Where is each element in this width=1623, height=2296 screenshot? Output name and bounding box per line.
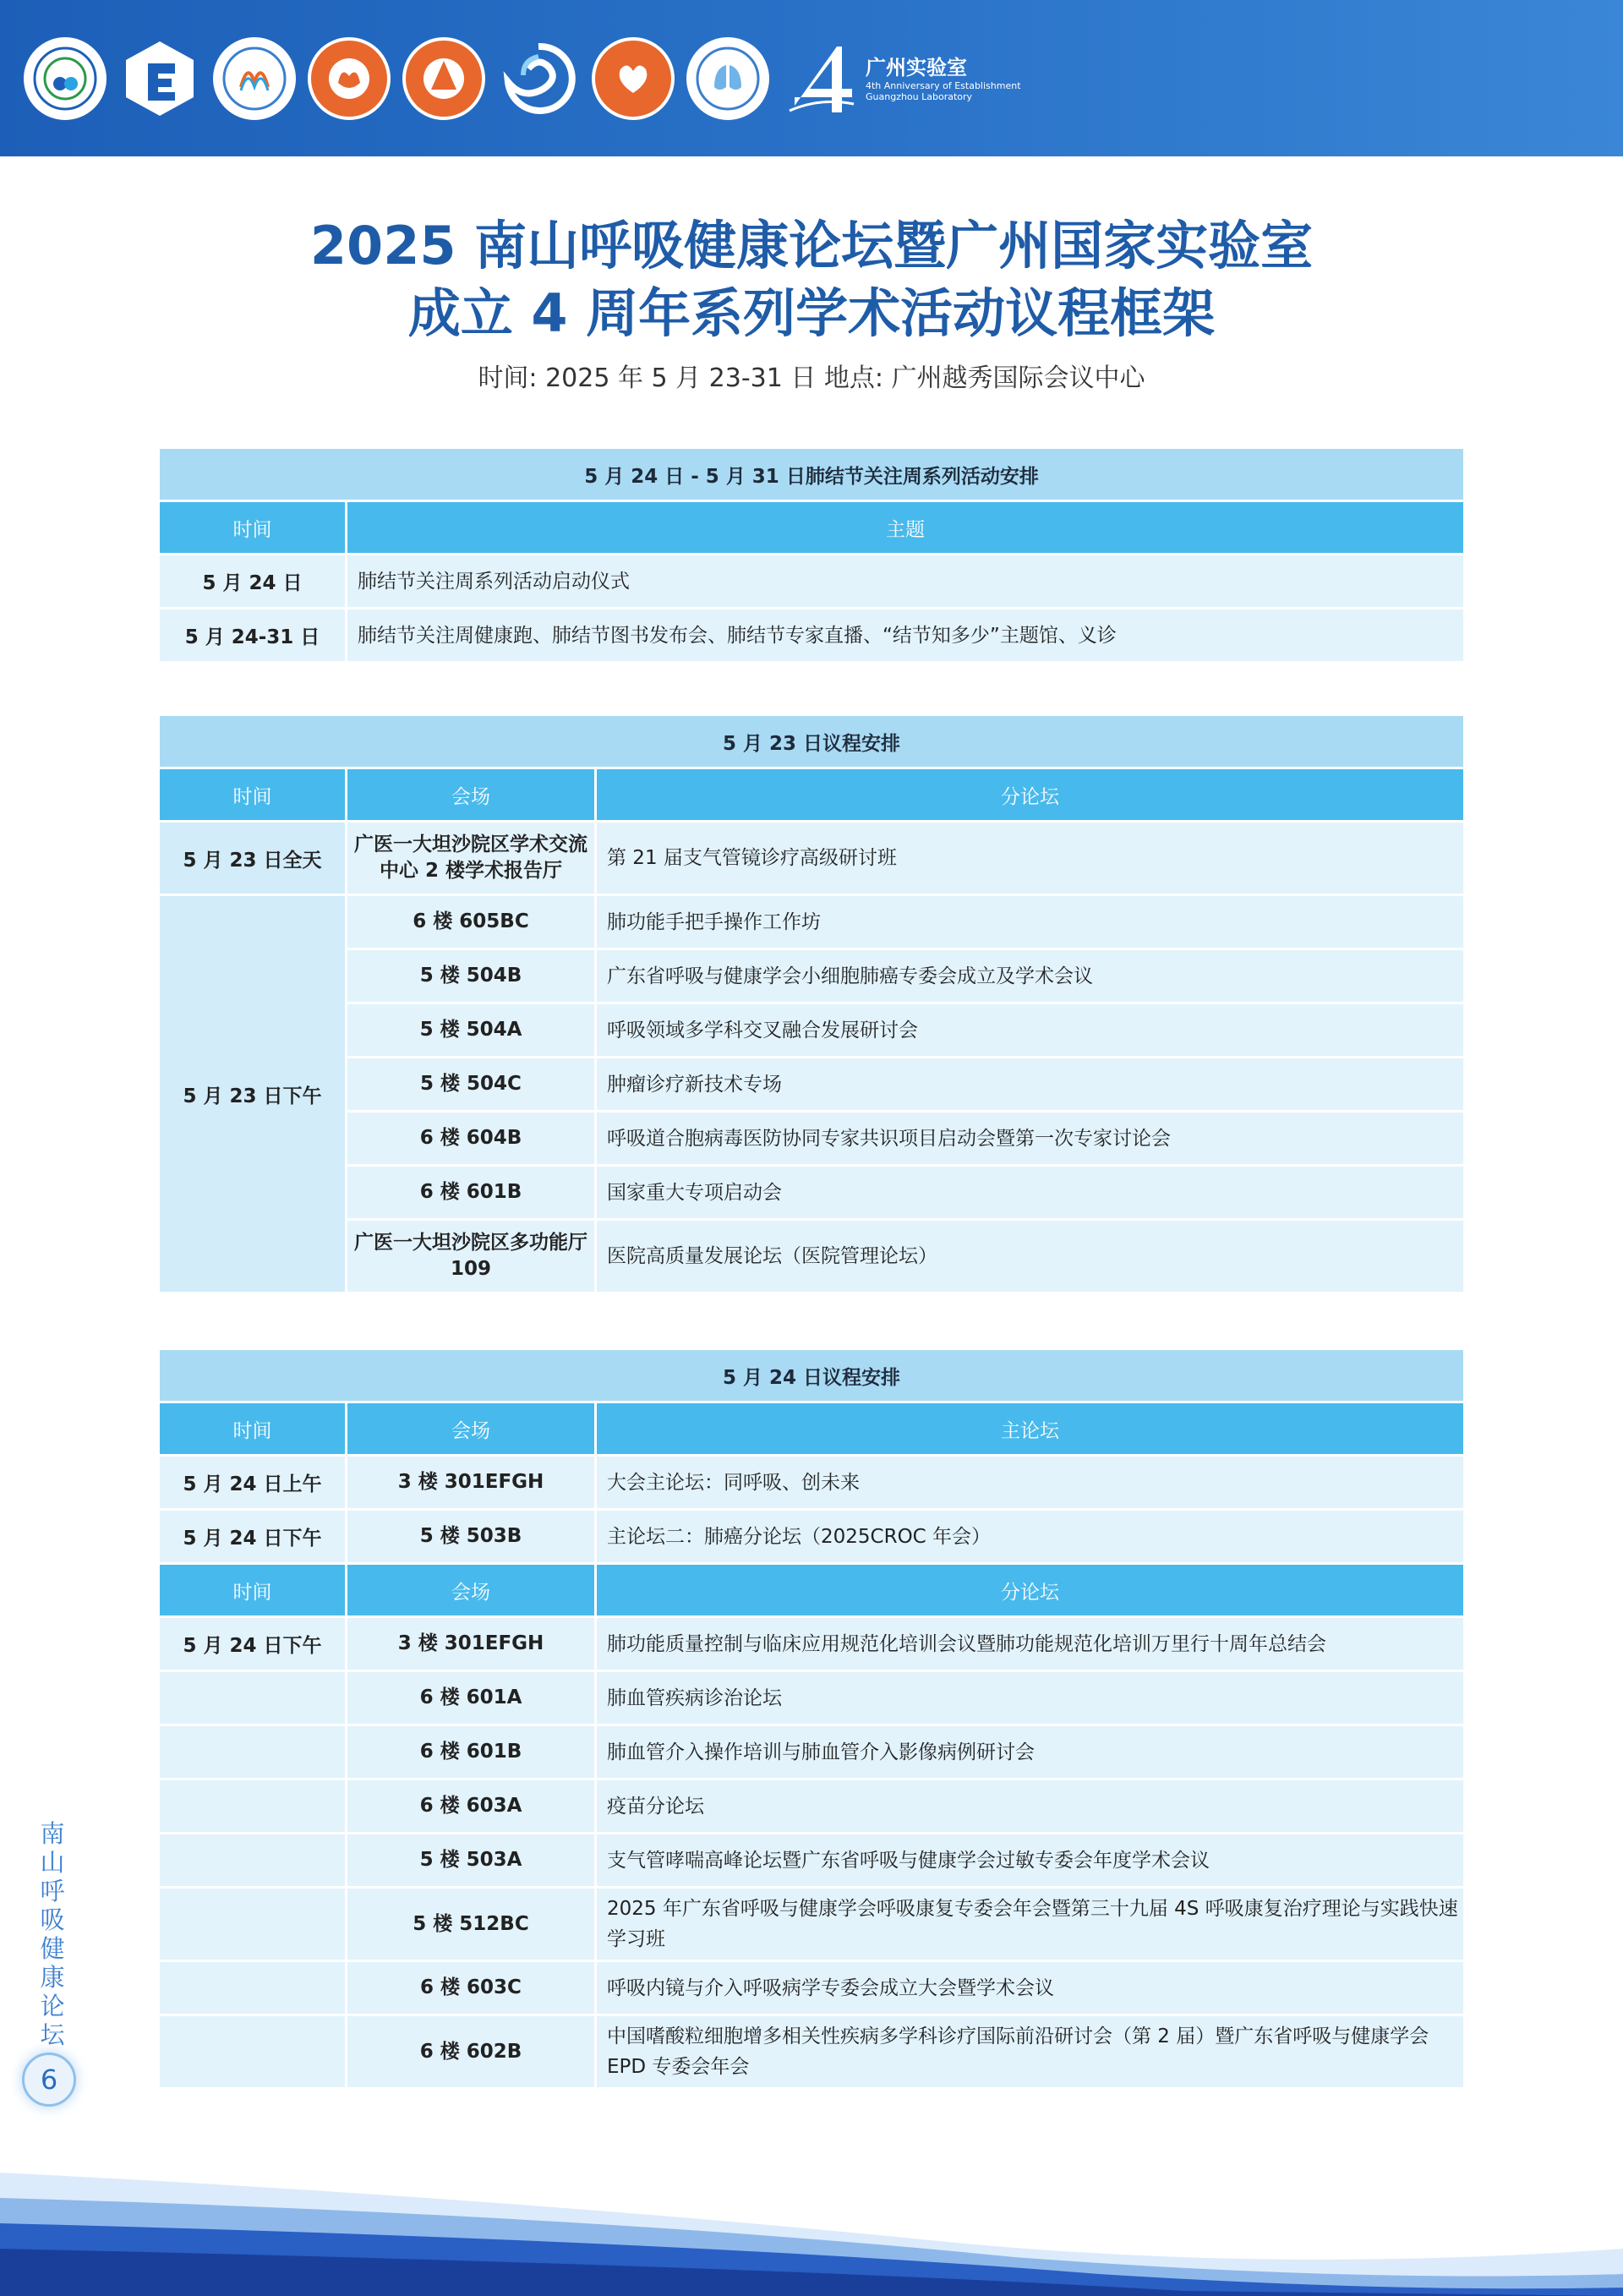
row-time <box>160 2016 345 2087</box>
table-row <box>160 2016 1463 2087</box>
row-topic: 肺结节关注周系列活动启动仪式 <box>347 555 1463 607</box>
header-time: 时间 <box>160 1565 345 1615</box>
table-row <box>160 610 1463 661</box>
table-row <box>160 1962 1463 2014</box>
table-row <box>160 1221 1463 1292</box>
row-topic: 主论坛二：肺癌分论坛（2025CROC 年会） <box>597 1511 1463 1562</box>
header-main-forum: 主论坛 <box>597 1403 1463 1454</box>
table-row <box>160 950 1463 1002</box>
row-time: 5 月 23 日下午 <box>160 896 345 1292</box>
lab-english-name: Guangzhou Laboratory <box>866 91 973 102</box>
row-topic: 肺功能质量控制与临床应用规范化培训会议暨肺功能规范化培训万里行十周年总结会 <box>597 1618 1463 1670</box>
table-row <box>160 1004 1463 1056</box>
row-topic: 第 21 届支气管镜诊疗高级研讨班 <box>597 823 1463 894</box>
header-subforum: 分论坛 <box>597 769 1463 820</box>
row-topic: 肺血管介入操作培训与肺血管介入影像病例研讨会 <box>597 1726 1463 1778</box>
header-topic: 主题 <box>347 502 1463 553</box>
table-row <box>160 1112 1463 1164</box>
swirl-logo <box>497 37 580 120</box>
lab-4-mark-icon <box>786 38 857 119</box>
table-row <box>160 1834 1463 1886</box>
row-time: 5 月 23 日全天 <box>160 823 345 894</box>
page-number: 6 <box>22 2053 76 2107</box>
table-row <box>160 1058 1463 1110</box>
row-topic: 肺功能手把手操作工作坊 <box>597 896 1463 948</box>
table-row <box>160 896 1463 948</box>
row-venue: 6 楼 604B <box>347 1112 594 1164</box>
table-row <box>160 1167 1463 1218</box>
header-venue: 会场 <box>347 769 594 820</box>
row-topic: 广东省呼吸与健康学会小细胞肺癌专委会成立及学术会议 <box>597 950 1463 1002</box>
lab-anniversary-text: 4th Anniversary of Establishment <box>866 80 1021 91</box>
table-row <box>160 1618 1463 1670</box>
e-logo <box>118 37 201 120</box>
table-row <box>160 1511 1463 1562</box>
row-venue: 6 楼 602B <box>347 2016 594 2087</box>
row-topic: 医院高质量发展论坛（医院管理论坛） <box>597 1221 1463 1292</box>
row-venue: 6 楼 603C <box>347 1962 594 2014</box>
page-title-line-2: 成立 4 周年系列学术活动议程框架 <box>407 282 1216 344</box>
row-venue: 6 楼 605BC <box>347 896 594 948</box>
row-topic: 呼吸内镜与介入呼吸病学专委会成立大会暨学术会议 <box>597 1962 1463 2014</box>
row-time: 5 月 24 日下午 <box>160 1618 345 1670</box>
row-topic: 大会主论坛：同呼吸、创未来 <box>597 1457 1463 1508</box>
row-venue: 5 楼 512BC <box>347 1889 594 1960</box>
row-topic: 呼吸道合胞病毒医防协同专家共识项目启动会暨第一次专家讨论会 <box>597 1112 1463 1164</box>
side-forum-label: 南山呼吸健康论坛 <box>40 1819 65 2049</box>
row-topic: 2025 年广东省呼吸与健康学会呼吸康复专委会年会暨第三十九届 4S 呼吸康复治疗理论与实践快速学习班 <box>597 1889 1463 1960</box>
table-row <box>160 1457 1463 1508</box>
lungs-logo <box>686 37 769 120</box>
row-venue: 6 楼 601A <box>347 1672 594 1724</box>
row-venue: 5 楼 504C <box>347 1058 594 1110</box>
circle-logo-3 <box>213 37 296 120</box>
row-time <box>160 1962 345 2014</box>
row-topic: 国家重大专项启动会 <box>597 1167 1463 1218</box>
row-venue: 5 楼 504B <box>347 950 594 1002</box>
may-24-agenda-table <box>157 1348 1466 2090</box>
row-time <box>160 1726 345 1778</box>
row-venue: 3 楼 301EFGH <box>347 1457 594 1508</box>
row-topic: 肿瘤诊疗新技术专场 <box>597 1058 1463 1110</box>
header-time: 时间 <box>160 502 345 553</box>
header-venue: 会场 <box>347 1565 594 1615</box>
header-banner <box>0 0 1623 156</box>
table-row <box>160 1780 1463 1832</box>
row-venue: 5 楼 503A <box>347 1834 594 1886</box>
row-topic: 呼吸领域多学科交叉融合发展研讨会 <box>597 1004 1463 1056</box>
row-venue: 6 楼 601B <box>347 1726 594 1778</box>
row-time: 5 月 24-31 日 <box>160 610 345 661</box>
row-venue: 广医一大坦沙院区多功能厅 109 <box>347 1221 594 1292</box>
row-venue: 5 楼 503B <box>347 1511 594 1562</box>
row-topic: 中国嗜酸粒细胞增多相关性疾病多学科诊疗国际前沿研讨会（第 2 届）暨广东省呼吸与健康学会 EPD 专委会年会 <box>597 2016 1463 2087</box>
table-row <box>160 1672 1463 1724</box>
guangzhou-lab-logo <box>786 38 1021 119</box>
lung-nodule-week-table <box>157 446 1466 664</box>
header-subforum: 分论坛 <box>597 1565 1463 1615</box>
row-topic: 疫苗分论坛 <box>597 1780 1463 1832</box>
table-caption: 5 月 24 日议程安排 <box>160 1350 1463 1401</box>
row-venue: 5 楼 504A <box>347 1004 594 1056</box>
bottom-wave-decoration <box>0 2147 1623 2296</box>
page-title-line-1: 2025 南山呼吸健康论坛暨广州国家实验室 <box>309 215 1314 276</box>
row-venue: 广医一大坦沙院区学术交流中心 2 楼学术报告厅 <box>347 823 594 894</box>
row-topic: 肺结节关注周健康跑、肺结节图书发布会、肺结节专家直播、“结节知多少”主题馆、义诊 <box>347 610 1463 661</box>
table-row <box>160 1889 1463 1960</box>
row-time: 5 月 24 日下午 <box>160 1511 345 1562</box>
row-venue: 6 楼 601B <box>347 1167 594 1218</box>
row-time <box>160 1780 345 1832</box>
circle-logo-5 <box>402 37 485 120</box>
table-row <box>160 1726 1463 1778</box>
partner-logos <box>24 32 1021 125</box>
row-venue: 6 楼 603A <box>347 1780 594 1832</box>
table-caption: 5 月 24 日 - 5 月 31 日肺结节关注周系列活动安排 <box>160 449 1463 500</box>
row-topic: 支气管哮喘高峰论坛暨广东省呼吸与健康学会过敏专委会年度学术会议 <box>597 1834 1463 1886</box>
lab-name: 广州实验室 <box>866 56 967 79</box>
header-venue: 会场 <box>347 1403 594 1454</box>
row-time <box>160 1672 345 1724</box>
row-topic: 肺血管疾病诊治论坛 <box>597 1672 1463 1724</box>
row-time <box>160 1889 345 1960</box>
row-time: 5 月 24 日 <box>160 555 345 607</box>
time-location-line: 时间: 2025 年 5 月 23-31 日 地点: 广州越秀国际会议中心 <box>478 364 1145 393</box>
table-row <box>160 555 1463 607</box>
table-caption: 5 月 23 日议程安排 <box>160 716 1463 767</box>
table-row <box>160 823 1463 894</box>
row-venue: 3 楼 301EFGH <box>347 1618 594 1670</box>
circle-logo-7 <box>592 37 675 120</box>
header-time: 时间 <box>160 769 345 820</box>
header-time: 时间 <box>160 1403 345 1454</box>
circle-logo-4 <box>308 37 391 120</box>
row-time <box>160 1834 345 1886</box>
may-23-agenda-table <box>157 713 1466 1294</box>
row-time: 5 月 24 日上午 <box>160 1457 345 1508</box>
circle-logo-1 <box>24 37 107 120</box>
